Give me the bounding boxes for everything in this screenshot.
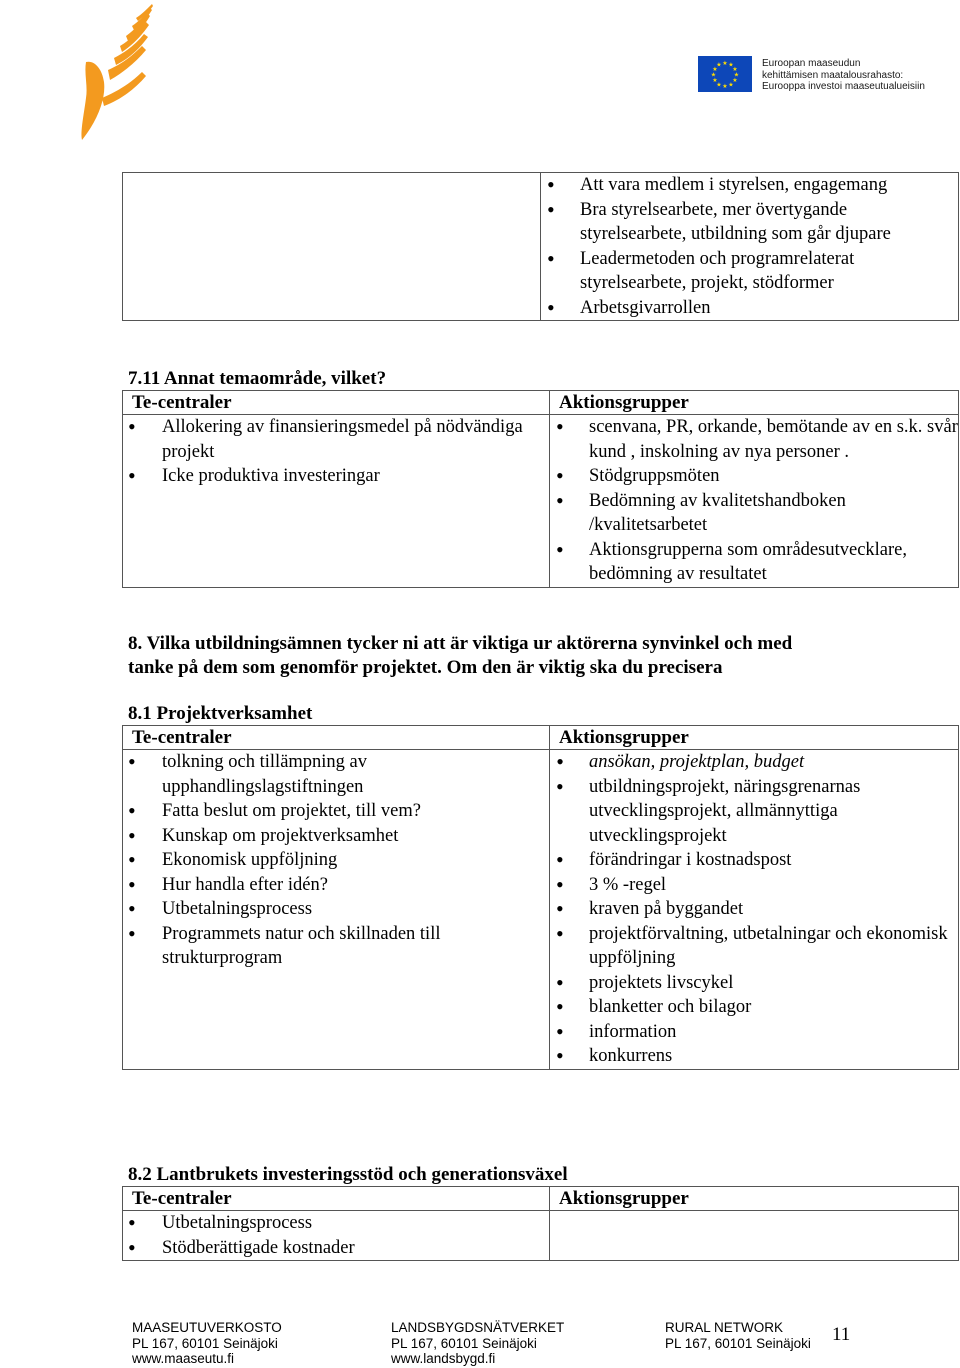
list-item: • scenvana, PR, orkande, bemötande av en s.k. svår kund , inskolning av nya personer .: [550, 415, 958, 464]
list-item: • Stödgruppsmöten: [550, 464, 958, 489]
footer-org-name: MAASEUTUVERKOSTO: [132, 1320, 282, 1335]
footer-col-maaseutuverkosto: [132, 1320, 282, 1367]
column-header-te-centraler: Te-centraler: [123, 726, 550, 750]
list-item: • Ekonomisk uppföljning: [123, 848, 549, 873]
list-item: • Leadermetoden och programrelaterat styrelsearbete, projekt, stödformer: [541, 247, 958, 296]
eu-flag-icon: [698, 56, 752, 92]
list-item: • förändringar i kostnadspost: [550, 848, 958, 873]
footer-org-name: RURAL NETWORK: [665, 1320, 784, 1335]
svg-text:★: ★: [732, 77, 738, 84]
list-item: • Bra styrelsearbete, mer övertygande styrelsearbete, utbildning som går djupare: [541, 198, 958, 247]
footer-col-landsbygdsnatverket: [391, 1320, 564, 1367]
continued-right-cell: [541, 173, 959, 321]
list-item: • Att vara medlem i styrelsen, engagemang: [541, 173, 958, 198]
footer-website-link[interactable]: www.maaseutu.fi: [132, 1351, 235, 1366]
list-item: • utbildningsprojekt, näringsgrenarnas utvecklingsprojekt, allmännyttiga utvecklingsprojekt: [550, 775, 958, 849]
aktionsgrupper-cell: [550, 750, 959, 1070]
list-item: • Fatta beslut om projektet, till vem?: [123, 799, 549, 824]
eu-logo: [698, 56, 938, 96]
footer-website-link[interactable]: www.landsbygd.fi: [391, 1351, 496, 1366]
svg-text:★: ★: [716, 81, 722, 89]
list-item: • Bedömning av kvalitetshandboken /kvalitetsarbetet: [550, 489, 958, 538]
svg-text:★: ★: [732, 66, 738, 73]
footer-col-rural-network: [665, 1320, 811, 1351]
list-item: • projektförvaltning, utbetalningar och ekonomisk uppföljning: [550, 922, 958, 971]
svg-text:★: ★: [712, 66, 718, 73]
svg-text:★: ★: [710, 71, 717, 79]
list-item: • Utbetalningsprocess: [123, 897, 549, 922]
list-item: • 3 % -regel: [550, 873, 958, 898]
section-7-11-table: [122, 390, 959, 588]
section-8-1-heading: 8.1 Projektverksamhet: [128, 703, 313, 724]
list-item: • Kunskap om projektverksamhet: [123, 824, 549, 849]
continued-table: [122, 172, 959, 321]
section-8-heading-line1: 8. Vilka utbildningsämnen tycker ni att är viktiga ur aktörerna synvinkel och med: [128, 633, 793, 654]
list-item: • Allokering av finansieringsmedel på nödvändiga projekt: [123, 415, 549, 464]
aktionsgrupper-cell: [550, 415, 959, 588]
svg-text:★: ★: [722, 83, 728, 90]
column-header-aktionsgrupper: Aktionsgrupper: [550, 1187, 959, 1211]
svg-text:★: ★: [728, 81, 734, 89]
column-header-te-centraler: Te-centraler: [123, 391, 550, 415]
footer-address: PL 167, 60101 Seinäjoki: [391, 1335, 537, 1351]
column-header-aktionsgrupper: Aktionsgrupper: [550, 726, 959, 750]
list-item: • tolkning och tillämpning av upphandlingslagstiftningen: [123, 750, 549, 799]
aktionsgrupper-cell: [550, 1211, 959, 1261]
svg-text:★: ★: [716, 61, 722, 69]
section-8-1-table: [122, 725, 959, 1070]
svg-text:★: ★: [728, 61, 734, 69]
section-8-2-heading: 8.2 Lantbrukets investeringsstöd och generationsväxel: [128, 1164, 568, 1185]
eu-text-line2: kehittämisen maatalousrahasto:: [762, 69, 904, 81]
list-item: • kraven på byggandet: [550, 897, 958, 922]
list-item: • Hur handla efter idén?: [123, 873, 549, 898]
te-centraler-cell: [123, 415, 550, 588]
list-item: • projektets livscykel: [550, 971, 958, 996]
te-centraler-cell: [123, 1211, 550, 1261]
list-item: • Programmets natur och skillnaden till strukturprogram: [123, 922, 549, 971]
section-8-heading-line2: tanke på dem som genomför projektet. Om den är viktig ska du precisera: [128, 657, 723, 678]
list-item: • ansökan, projektplan, budget: [550, 750, 958, 775]
footer-address: PL 167, 60101 Seinäjoki: [665, 1335, 811, 1351]
page-number: 11: [832, 1324, 851, 1345]
svg-text:★: ★: [722, 60, 728, 67]
svg-text:★: ★: [733, 71, 740, 79]
section-8-2-table: [122, 1186, 959, 1261]
continued-left-cell: [123, 173, 541, 321]
column-header-aktionsgrupper: Aktionsgrupper: [550, 391, 959, 415]
list-item: • Aktionsgrupperna som områdesutvecklare, bedömning av resultatet: [550, 538, 958, 587]
list-item: • Icke produktiva investeringar: [123, 464, 549, 489]
column-header-te-centraler: Te-centraler: [123, 1187, 550, 1211]
eu-text-line3: Eurooppa investoi maaseutualueisiin: [762, 81, 925, 92]
footer-address: PL 167, 60101 Seinäjoki: [132, 1335, 278, 1351]
svg-text:★: ★: [712, 77, 718, 84]
list-item: • konkurrens: [550, 1044, 958, 1069]
list-item: • blanketter och bilagor: [550, 995, 958, 1020]
list-item: • Utbetalningsprocess: [123, 1211, 549, 1236]
eu-text-line1: Euroopan maaseudun: [762, 58, 861, 69]
list-item: • Stödberättigade kostnader: [123, 1236, 549, 1261]
section-7-11-heading: 7.11 Annat temaområde, vilket?: [128, 368, 387, 389]
network-logo: [76, 2, 160, 142]
list-item: • Arbetsgivarrollen: [541, 296, 958, 321]
footer-org-name: LANDSBYGDSNÄTVERKET: [391, 1320, 565, 1335]
te-centraler-cell: [123, 750, 550, 1070]
list-item: • information: [550, 1020, 958, 1045]
